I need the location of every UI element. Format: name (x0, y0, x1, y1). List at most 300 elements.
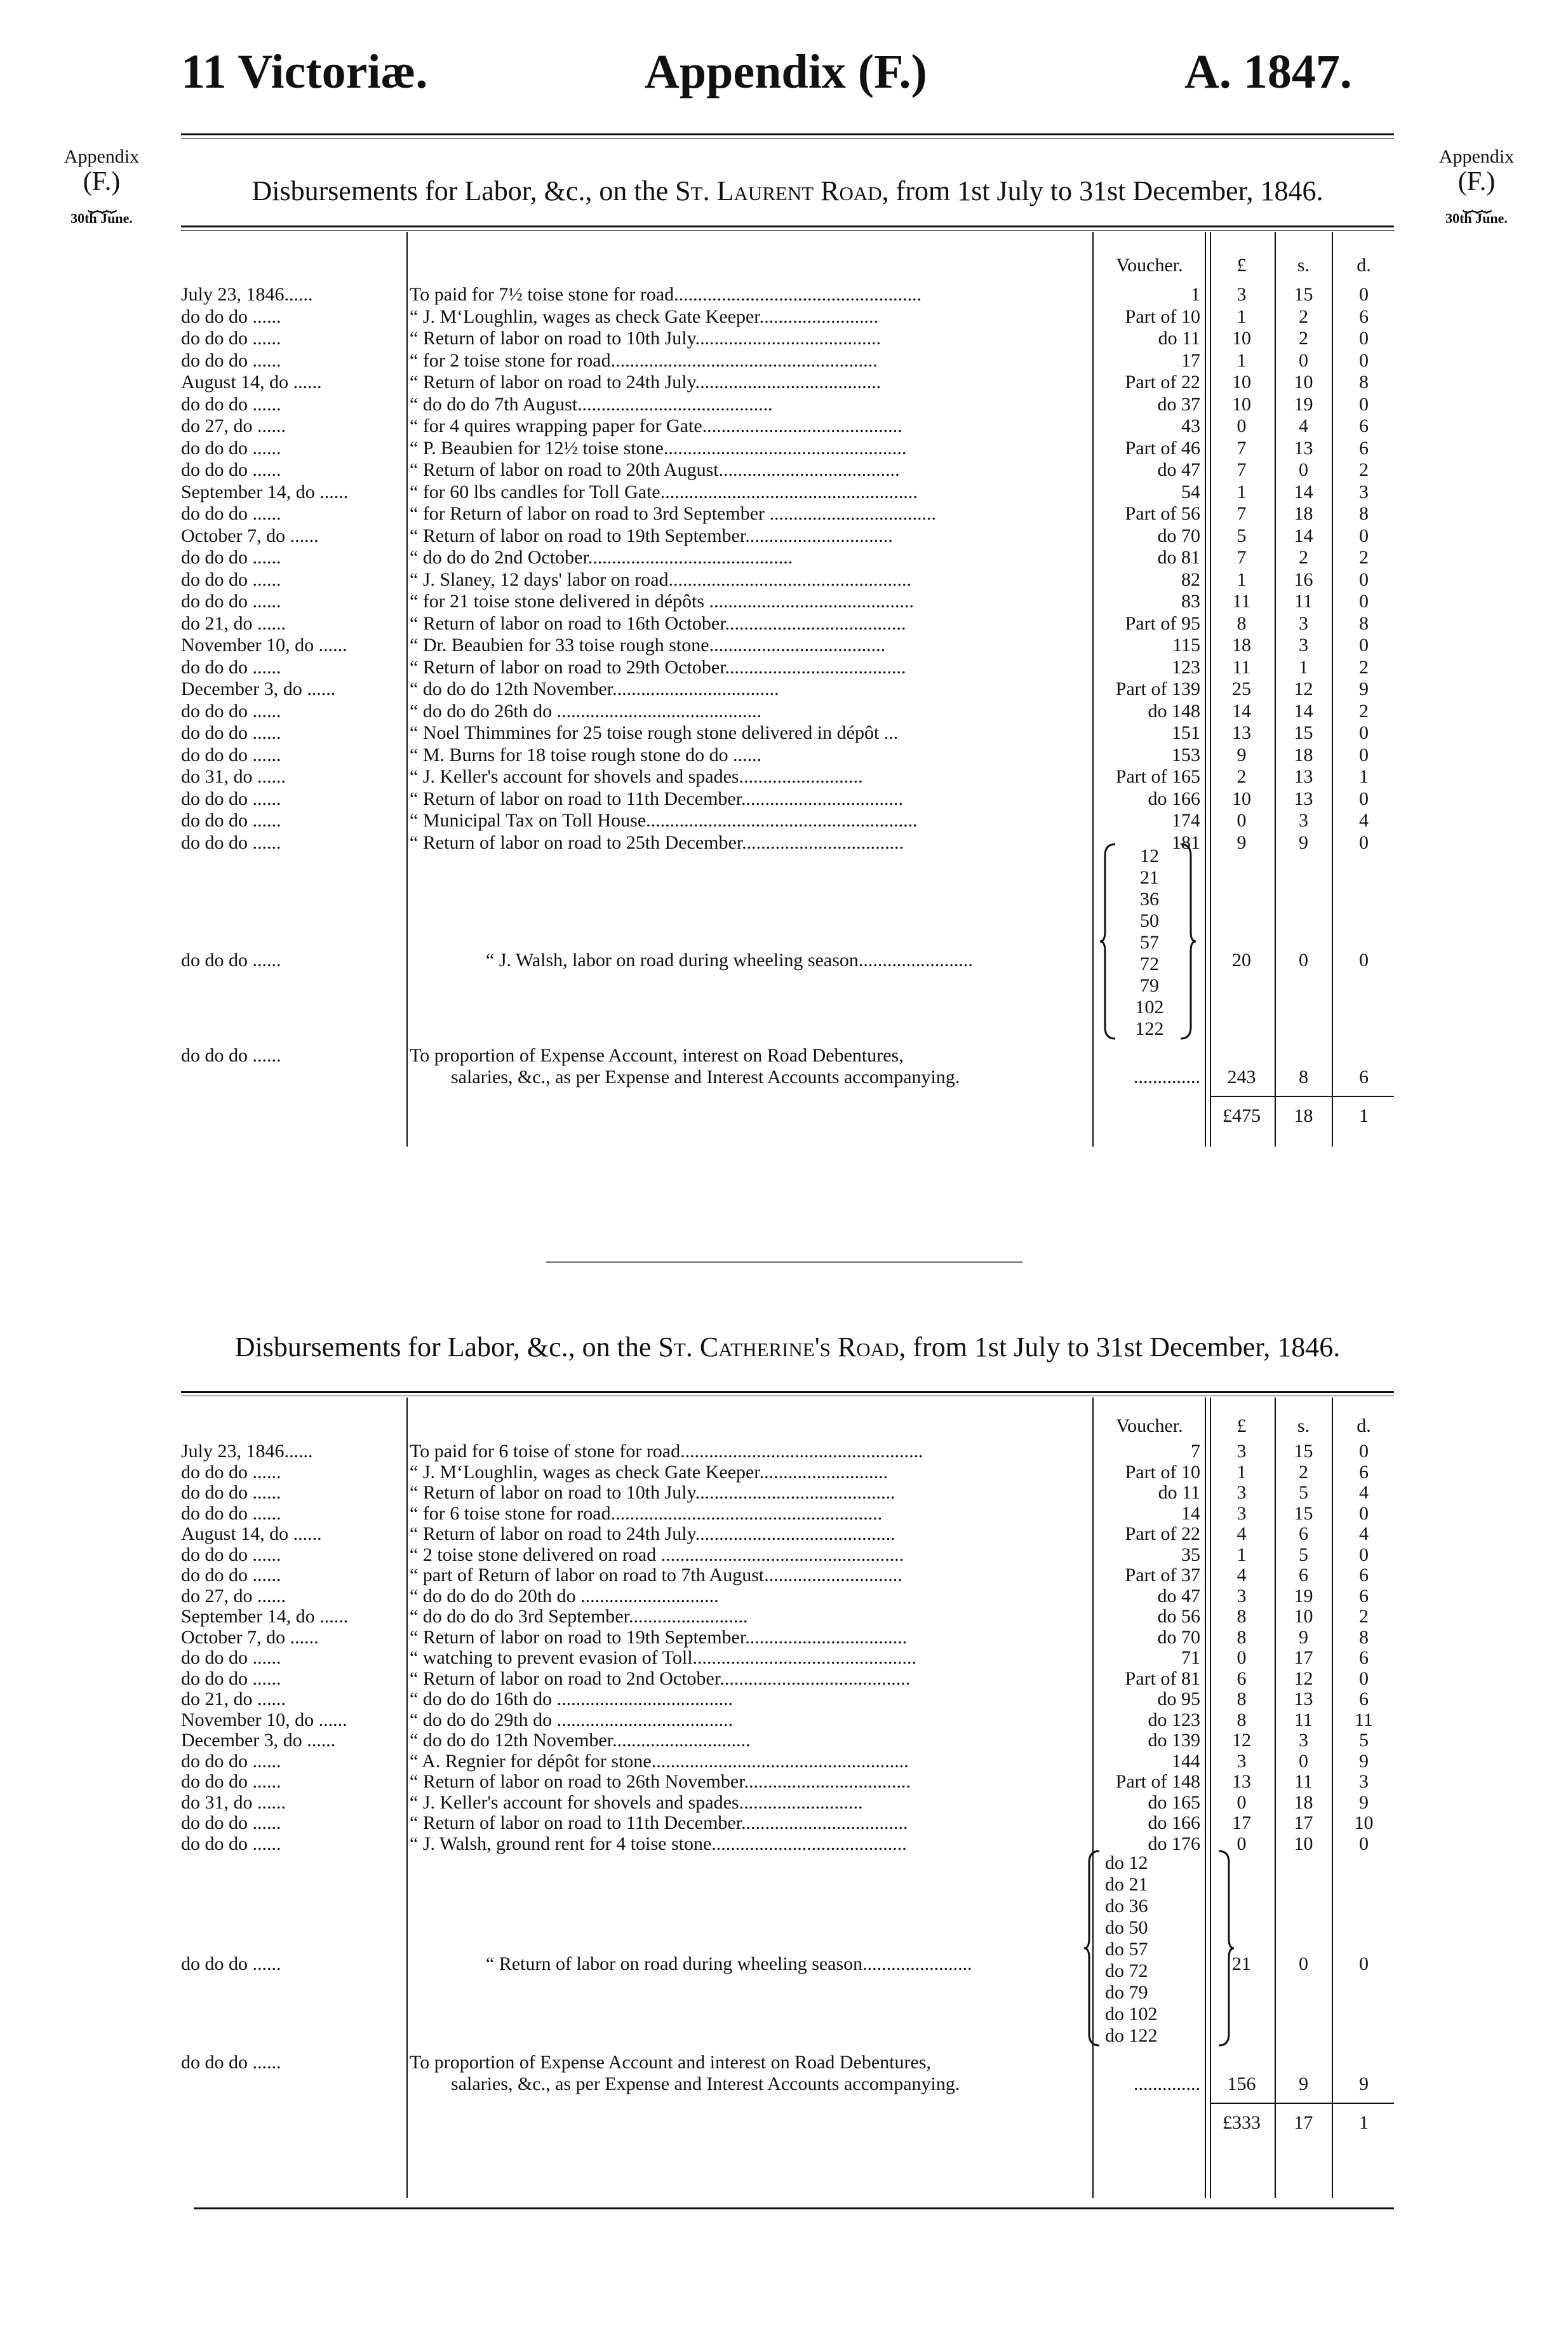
table1-row-l: 2 (1236, 766, 1247, 787)
table2-proportion-pence: 9 (1359, 2073, 1369, 2094)
table1-walsh-shillings: 0 (1299, 950, 1308, 971)
table1-row-s: 14 (1294, 481, 1313, 502)
table2-row-d: 6 (1359, 1688, 1369, 1709)
table1-row-date: September 14, do ...... (181, 481, 349, 502)
table1-row-l: 7 (1236, 547, 1247, 568)
table2-proportion-line2: salaries, &c., as per Expense and Interest Accounts accompanying. (451, 2073, 960, 2094)
table1-row-d: 6 (1359, 437, 1369, 459)
table2-wheeling-voucher: do 50 (1105, 1917, 1148, 1938)
table1-row-d: 4 (1359, 810, 1369, 831)
table2-row-l: 3 (1236, 1502, 1247, 1524)
table1-walsh-voucher: 72 (1140, 953, 1159, 974)
table1-row-s: 10 (1294, 372, 1313, 393)
table2-row-date: July 23, 1846...... (181, 1441, 313, 1462)
table1-row-date: do do do ...... (181, 744, 281, 765)
table1-row-date: November 10, do ...... (181, 635, 347, 656)
table2-row-desc: “ do do do 16th do ..................................... (410, 1688, 734, 1709)
table1-row-desc: “ Return of labor on road to 29th October...................................... (410, 656, 906, 678)
table2-row-d: 3 (1359, 1771, 1369, 1792)
table1-row-voucher: 151 (1172, 722, 1200, 743)
table1-brace-right-icon (1178, 843, 1197, 1040)
table1-row-desc: “ do do do 2nd October........................................... (410, 547, 793, 568)
table1-row-d: 6 (1359, 415, 1369, 436)
table2-proportion-pounds: 156 (1227, 2073, 1256, 2094)
table2-row-date: do do do ...... (181, 1667, 281, 1689)
table1-walsh-voucher: 102 (1135, 997, 1164, 1018)
table2-row-d: 6 (1359, 1461, 1369, 1483)
table1-row-voucher: do 70 (1157, 525, 1200, 546)
table1-row-date: do do do ...... (181, 591, 281, 612)
table2-brace-left-icon (1083, 1850, 1102, 2047)
table2-row-date: do 27, do ...... (181, 1585, 286, 1607)
table2-row-voucher: do 11 (1158, 1482, 1200, 1503)
table1-row-date: do do do ...... (181, 393, 281, 415)
table2-row-l: 17 (1232, 1812, 1251, 1833)
table2-row-s: 6 (1299, 1523, 1308, 1544)
table2-total-rule (1210, 2103, 1394, 2104)
table2-row-desc: “ Return of labor on road to 10th July.......................................... (410, 1482, 895, 1503)
table2-row-desc: “ J. Keller's account for shovels and spades.......................... (410, 1791, 863, 1813)
table1-walsh-voucher: 21 (1140, 867, 1159, 888)
table2-row-desc: “ do do do do 3rd September......................... (410, 1606, 748, 1627)
table1-title (181, 175, 1394, 207)
table2-col-rule-pounds (1275, 1398, 1276, 2198)
table1-walsh-voucher: 122 (1135, 1018, 1164, 1039)
table1-row-date: July 23, 1846...... (181, 284, 313, 305)
table1-row-d: 0 (1359, 591, 1369, 612)
table1-row-desc: “ for Return of labor on road to 3rd September ................................... (410, 503, 936, 524)
table2-row-d: 8 (1359, 1626, 1369, 1648)
table1-col-rule-date (406, 232, 408, 1147)
table2-row-date: do do do ...... (181, 1565, 281, 1586)
table1-row-s: 4 (1299, 415, 1308, 436)
header-right: A. 1847. (1184, 45, 1352, 98)
table1-row-voucher: Part of 165 (1115, 766, 1200, 787)
table2-row-l: 3 (1236, 1482, 1247, 1503)
table2-row-l: 4 (1236, 1523, 1247, 1544)
table2-row-l: 8 (1236, 1606, 1247, 1627)
margin-note-right (1407, 146, 1546, 226)
margin-note-left-letter: (F.) (83, 167, 121, 196)
table1-row-desc: “ for 4 quires wrapping paper for Gate.......................................... (410, 415, 902, 436)
table1-row-desc: “ for 2 toise stone for road........................................................ (410, 349, 878, 371)
table1-row-voucher: 123 (1172, 656, 1200, 678)
table2-row-desc: “ watching to prevent evasion of Toll............................................... (410, 1647, 917, 1668)
table2-proportion-date: do do do ...... (181, 2052, 281, 2073)
header-rule-thin (181, 138, 1394, 139)
table1-row-l: 1 (1236, 349, 1247, 371)
table2-row-d: 2 (1359, 1606, 1369, 1627)
table1-row-l: 5 (1236, 525, 1247, 546)
table1-row-voucher: 17 (1181, 349, 1200, 371)
table1-row-d: 0 (1359, 349, 1369, 371)
table2-row-voucher: do 166 (1148, 1812, 1200, 1833)
table1-walsh-voucher: 36 (1140, 889, 1159, 910)
table1-row-date: do do do ...... (181, 810, 281, 831)
table1-walsh-desc: “ J. Walsh, labor on road during wheeling season........................ (486, 950, 973, 971)
table2-row-l: 1 (1236, 1461, 1247, 1483)
table2-row-desc: “ 2 toise stone delivered on road ................................................... (410, 1544, 904, 1565)
table1-row-desc: “ J. Keller's account for shovels and spades.......................... (410, 766, 863, 787)
table2-row-date: do do do ...... (181, 1461, 281, 1483)
table2-row-voucher: Part of 22 (1125, 1523, 1200, 1544)
table1-row-date: do do do ...... (181, 459, 281, 480)
table1-row-d: 6 (1359, 306, 1369, 327)
table2-row-desc: “ do do do 12th November............................. (410, 1730, 751, 1751)
table1-row-desc: “ Return of labor on road to 24th July....................................... (410, 372, 881, 393)
table1-row-desc: “ Return of labor on road to 10th July....................................... (410, 328, 881, 349)
table2-row-l: 3 (1236, 1750, 1247, 1772)
table1-head-pence: d. (1357, 255, 1371, 276)
table1-row-d: 8 (1359, 503, 1369, 524)
table2-row-date: do 31, do ...... (181, 1791, 286, 1813)
table1-top-rule (181, 226, 1394, 227)
table2-row-date: October 7, do ...... (181, 1626, 319, 1648)
table2-wheeling-voucher: do 102 (1105, 2004, 1158, 2024)
table2-row-l: 0 (1236, 1791, 1247, 1813)
table1-row-voucher: do 81 (1157, 547, 1200, 568)
table1-row-date: August 14, do ...... (181, 372, 322, 393)
table1-row-date: do do do ...... (181, 437, 281, 459)
table1-row-l: 9 (1236, 832, 1247, 853)
table1-row-voucher: Part of 56 (1125, 503, 1200, 524)
table1-col-rule-voucher (1205, 232, 1206, 1147)
table1-row-voucher: 83 (1181, 591, 1200, 612)
table1-row-d: 0 (1359, 525, 1369, 546)
table1-row-l: 14 (1232, 700, 1251, 722)
table1-title-suffix: from 1st July to 31st December, 1846. (895, 175, 1323, 206)
table1-proportion-line2: salaries, &c., as per Expense and Interest Accounts accompanying. (451, 1067, 960, 1088)
table2-row-s: 5 (1299, 1482, 1308, 1503)
table2-row-voucher: do 47 (1157, 1585, 1200, 1607)
table1-row-desc: “ Return of labor on road to 19th September............................... (410, 525, 893, 546)
table1-row-s: 14 (1294, 525, 1313, 546)
table1-row-d: 2 (1359, 547, 1369, 568)
table1-row-desc: “ Return of labor on road to 11th December.................................. (410, 788, 904, 809)
table2-row-s: 5 (1299, 1544, 1308, 1565)
table1-row-d: 8 (1359, 372, 1369, 393)
table1-head-shillings: s. (1297, 255, 1310, 276)
table2-title-road: St. Catherine's Road, (658, 1331, 906, 1363)
table2-row-d: 0 (1359, 1502, 1369, 1524)
table1-row-l: 1 (1236, 569, 1247, 590)
table1-row-s: 1 (1299, 656, 1308, 678)
table2-row-date: do do do ...... (181, 1482, 281, 1503)
table2-row-desc: “ do do do do 20th do ............................. (410, 1585, 719, 1607)
table2-row-voucher: do 95 (1157, 1688, 1200, 1709)
table2-row-d: 0 (1359, 1667, 1369, 1689)
margin-note-left (32, 146, 171, 226)
table2-col-rule-date (406, 1398, 408, 2198)
table1-row-l: 11 (1232, 656, 1251, 678)
table2-row-voucher: 7 (1191, 1441, 1200, 1462)
table2-row-s: 11 (1294, 1709, 1313, 1730)
table2-wheeling-voucher: do 72 (1105, 1960, 1148, 1981)
table1-row-date: do do do ...... (181, 569, 281, 590)
table1-walsh-voucher: 12 (1140, 845, 1159, 866)
table2-row-l: 8 (1236, 1626, 1247, 1648)
table2-row-date: September 14, do ...... (181, 1606, 349, 1627)
table2-row-desc: “ Return of labor on road to 24th July.......................................... (410, 1523, 895, 1544)
table1-row-date: do do do ...... (181, 306, 281, 327)
table1-row-desc: “ Return of labor on road to 20th August...................................... (410, 459, 900, 480)
table2-head-pounds: £ (1236, 1415, 1247, 1436)
table2-row-l: 0 (1236, 1647, 1247, 1668)
table1-row-l: 8 (1236, 612, 1247, 634)
table2-row-s: 10 (1294, 1606, 1313, 1627)
table1-row-s: 9 (1299, 832, 1308, 853)
table2-row-l: 0 (1236, 1833, 1247, 1854)
table2-head-pence: d. (1357, 1415, 1371, 1436)
table2-row-voucher: Part of 10 (1125, 1461, 1200, 1483)
table2-title-suffix: from 1st July to 31st December, 1846. (913, 1331, 1341, 1363)
table2-row-date: do do do ...... (181, 1502, 281, 1524)
table1-row-date: do do do ...... (181, 722, 281, 743)
table2-row-s: 6 (1299, 1565, 1308, 1586)
table1-walsh-voucher: 57 (1140, 932, 1159, 953)
table2-row-date: do do do ...... (181, 1750, 281, 1772)
table2-row-s: 15 (1294, 1502, 1313, 1524)
margin-note-right-letter: (F.) (1457, 167, 1496, 196)
table1-row-s: 3 (1299, 635, 1308, 656)
table2-row-s: 18 (1294, 1791, 1313, 1813)
table2-row-desc: “ J. M‘Loughlin, wages as check Gate Keeper........................... (410, 1461, 888, 1483)
table1-row-desc: “ do do do 7th August......................................... (410, 393, 773, 415)
table1-row-date: December 3, do ...... (181, 678, 336, 699)
table1-row-desc: “ J. M‘Loughlin, wages as check Gate Keeper......................... (410, 306, 879, 327)
table1-row-l: 10 (1232, 393, 1251, 415)
table1-row-l: 18 (1232, 635, 1251, 656)
table1-walsh-pounds: 20 (1232, 950, 1251, 971)
table1-row-desc: “ P. Beaubien for 12½ toise stone................................................... (410, 437, 907, 459)
table1-row-desc: “ J. Slaney, 12 days' labor on road................................................... (410, 569, 912, 590)
table2-row-date: August 14, do ...... (181, 1523, 322, 1544)
table2-row-voucher: 71 (1181, 1647, 1200, 1668)
table1-title-prefix: Disbursements for Labor, &c., on the (251, 175, 669, 206)
table2-row-voucher: 144 (1172, 1750, 1200, 1772)
table2-row-l: 13 (1232, 1771, 1251, 1792)
table2-wheeling-voucher: do 122 (1105, 2025, 1158, 2046)
table1-row-s: 2 (1299, 547, 1308, 568)
table2-row-s: 3 (1299, 1730, 1308, 1751)
table1-row-l: 7 (1236, 437, 1247, 459)
table2-row-voucher: do 139 (1148, 1730, 1200, 1751)
table2-brace-right-icon (1216, 1850, 1235, 2047)
table1-row-l: 0 (1236, 810, 1247, 831)
table1-row-l: 10 (1232, 372, 1251, 393)
table2-row-date: do do do ...... (181, 1771, 281, 1792)
margin-note-right-date: 30th June. (1445, 210, 1508, 226)
table2-row-l: 12 (1232, 1730, 1251, 1751)
table2 (181, 1391, 1394, 2255)
table1-total-pence: 1 (1359, 1105, 1369, 1126)
table1-col-rule-pounds (1275, 232, 1276, 1147)
table1-row-voucher: 181 (1172, 832, 1200, 853)
table1-row-date: do do do ...... (181, 547, 281, 568)
table2-wheeling-date: do do do ...... (181, 1953, 281, 1974)
table2-total-pence: 1 (1359, 2112, 1369, 2133)
table2-row-d: 5 (1359, 1730, 1369, 1751)
table1-row-s: 0 (1299, 459, 1308, 480)
table1-proportion-line1: To proportion of Expense Account, interest on Road Debentures, (410, 1045, 904, 1066)
header-rule (181, 133, 1394, 135)
table1-proportion-fill: .............. (1134, 1067, 1200, 1088)
table1-row-date: do do do ...... (181, 656, 281, 678)
table2-row-desc: “ for 6 toise stone for road......................................................... (410, 1502, 883, 1524)
table1-walsh-date: do do do ...... (181, 950, 281, 971)
table1-row-l: 7 (1236, 503, 1247, 524)
header-left: 11 Victoriæ. (181, 45, 428, 98)
table1-row-d: 0 (1359, 635, 1369, 656)
table1-row-s: 3 (1299, 612, 1308, 634)
table2-total-shillings: 17 (1294, 2112, 1313, 2133)
table2-head-shillings: s. (1297, 1415, 1310, 1436)
table1-row-d: 0 (1359, 569, 1369, 590)
table1-row-voucher: 153 (1172, 744, 1200, 765)
table1-row-s: 2 (1299, 328, 1308, 349)
table2-col-rule-shillings (1332, 1398, 1333, 2198)
table1-row-desc: “ for 21 toise stone delivered in dépôts ........................................... (410, 591, 915, 612)
table2-row-voucher: Part of 37 (1125, 1565, 1200, 1586)
table2-wheeling-voucher: do 36 (1105, 1896, 1148, 1917)
table1-row-date: do 31, do ...... (181, 766, 286, 787)
table2-row-date: do do do ...... (181, 1833, 281, 1854)
table1-row-s: 14 (1294, 700, 1313, 722)
table2-row-d: 4 (1359, 1482, 1369, 1503)
margin-brace-left-icon: ⏟⏟⏟ (87, 193, 116, 213)
header-center: Appendix (F.) (645, 45, 927, 98)
table1-row-voucher: Part of 22 (1125, 372, 1200, 393)
table2-row-date: November 10, do ...... (181, 1709, 347, 1730)
table1-row-voucher: 1 (1191, 284, 1200, 305)
table2-row-d: 6 (1359, 1647, 1369, 1668)
table1-col-rule-shillings (1332, 232, 1333, 1147)
table1-row-l: 10 (1232, 788, 1251, 809)
table1-total-shillings: 18 (1294, 1105, 1313, 1126)
table1-row-desc: “ for 60 lbs candles for Toll Gate...................................................... (410, 481, 918, 502)
table2-row-l: 8 (1236, 1709, 1247, 1730)
table1-row-date: do do do ...... (181, 349, 281, 371)
table1-walsh-voucher: 79 (1140, 975, 1159, 996)
table2-row-l: 4 (1236, 1565, 1247, 1586)
table2-row-date: December 3, do ...... (181, 1730, 336, 1751)
table1-row-d: 2 (1359, 656, 1369, 678)
table1-row-d: 0 (1359, 328, 1369, 349)
margin-brace-right-icon: ⏟⏟⏟ (1462, 193, 1491, 213)
table1-row-l: 10 (1232, 328, 1251, 349)
table2-row-date: do do do ...... (181, 1812, 281, 1833)
table2-col-rule-desc (1092, 1398, 1094, 2198)
table2-row-desc: “ A. Regnier for dépôt for stone...................................................... (410, 1750, 909, 1772)
table2-row-s: 11 (1294, 1771, 1313, 1792)
table1-row-date: do do do ...... (181, 788, 281, 809)
table2-row-l: 3 (1236, 1441, 1247, 1462)
table1-row-desc: “ Dr. Beaubien for 33 toise rough stone..................................... (410, 635, 886, 656)
margin-note-left-label: Appendix (64, 146, 140, 167)
table2-row-desc: “ part of Return of labor on road to 7th August............................. (410, 1565, 902, 1586)
table2-row-voucher: do 165 (1148, 1791, 1200, 1813)
table1-row-s: 13 (1294, 437, 1313, 459)
table2-top-rule (181, 1391, 1394, 1393)
table1-row-d: 0 (1359, 284, 1369, 305)
table2-title-prefix: Disbursements for Labor, &c., on the (234, 1331, 652, 1363)
table1-brace-left-icon (1099, 843, 1118, 1040)
table2-row-desc: “ Return of labor on road to 11th December................................... (410, 1812, 908, 1833)
table2-row-d: 9 (1359, 1750, 1369, 1772)
table2-row-d: 4 (1359, 1523, 1369, 1544)
table2-proportion-line1: To proportion of Expense Account and interest on Road Debentures, (410, 2052, 932, 2073)
table2-head-voucher: Voucher. (1116, 1415, 1183, 1436)
table1-head-voucher: Voucher. (1116, 255, 1183, 276)
table2-row-l: 8 (1236, 1688, 1247, 1709)
table1-row-voucher: Part of 95 (1125, 612, 1200, 634)
table2-row-voucher: do 70 (1157, 1626, 1200, 1648)
table1-total-pounds: £475 (1223, 1105, 1261, 1126)
table2-row-d: 0 (1359, 1833, 1369, 1854)
table2-row-desc: “ Return of labor on road to 2nd October........................................ (410, 1667, 911, 1689)
table2-row-voucher: do 123 (1148, 1709, 1200, 1730)
table2-wheeling-voucher: do 57 (1105, 1939, 1148, 1960)
table2-proportion-shillings: 9 (1299, 2073, 1308, 2094)
table2-total-pounds: £333 (1223, 2112, 1261, 2133)
table1-row-voucher: do 47 (1157, 459, 1200, 480)
table1-row-date: do do do ...... (181, 503, 281, 524)
table1-row-s: 19 (1294, 393, 1313, 415)
table1-walsh-voucher: 50 (1140, 910, 1159, 931)
table1-row-s: 15 (1294, 284, 1313, 305)
table1-row-s: 0 (1299, 349, 1308, 371)
table2-wheeling-shillings: 0 (1299, 1953, 1308, 1974)
table1-proportion-pence: 6 (1359, 1067, 1369, 1088)
table1-row-desc: “ M. Burns for 18 toise rough stone do do ...... (410, 744, 762, 765)
table1-head-pounds: £ (1236, 255, 1247, 276)
table2-wheeling-voucher: do 12 (1105, 1852, 1148, 1873)
table1-row-voucher: do 11 (1158, 328, 1200, 349)
table1-walsh-pence: 0 (1359, 950, 1369, 971)
table1-top-rule-thin (181, 230, 1394, 231)
table1-row-l: 3 (1236, 284, 1247, 305)
table2-row-l: 3 (1236, 1585, 1247, 1607)
table2-title (181, 1331, 1394, 1363)
table2-wheeling-pounds: 21 (1232, 1953, 1251, 1974)
margin-note-right-label: Appendix (1438, 146, 1515, 167)
table1-row-s: 15 (1294, 722, 1313, 743)
table2-row-s: 17 (1294, 1647, 1313, 1668)
table2-wheeling-pence: 0 (1359, 1953, 1369, 1974)
table1-row-desc: “ Municipal Tax on Toll House......................................................... (410, 810, 918, 831)
table2-row-date: do do do ...... (181, 1647, 281, 1668)
table1-row-voucher: Part of 46 (1125, 437, 1200, 459)
table2-row-voucher: Part of 148 (1115, 1771, 1200, 1792)
table1-row-date: do do do ...... (181, 328, 281, 349)
table1-row-voucher: 115 (1172, 635, 1200, 656)
table1-row-date: do do do ...... (181, 700, 281, 722)
table1-row-s: 3 (1299, 810, 1308, 831)
table1-proportion-shillings: 8 (1299, 1067, 1308, 1088)
table2-wheeling-voucher: do 79 (1105, 1982, 1148, 2003)
table1-row-desc: “ do do do 26th do ........................................... (410, 700, 762, 722)
table1-row-l: 25 (1232, 678, 1251, 699)
table1-row-voucher: 54 (1181, 481, 1200, 502)
table2-row-voucher: 14 (1181, 1502, 1200, 1524)
table1-row-l: 11 (1232, 591, 1251, 612)
margin-note-left-date: 30th June. (70, 210, 133, 226)
table2-row-s: 15 (1294, 1441, 1313, 1462)
table2-row-d: 0 (1359, 1441, 1369, 1462)
table1-proportion-date: do do do ...... (181, 1045, 281, 1066)
table1-row-desc: “ do do do 12th November................................... (410, 678, 779, 699)
table1-row-s: 12 (1294, 678, 1313, 699)
